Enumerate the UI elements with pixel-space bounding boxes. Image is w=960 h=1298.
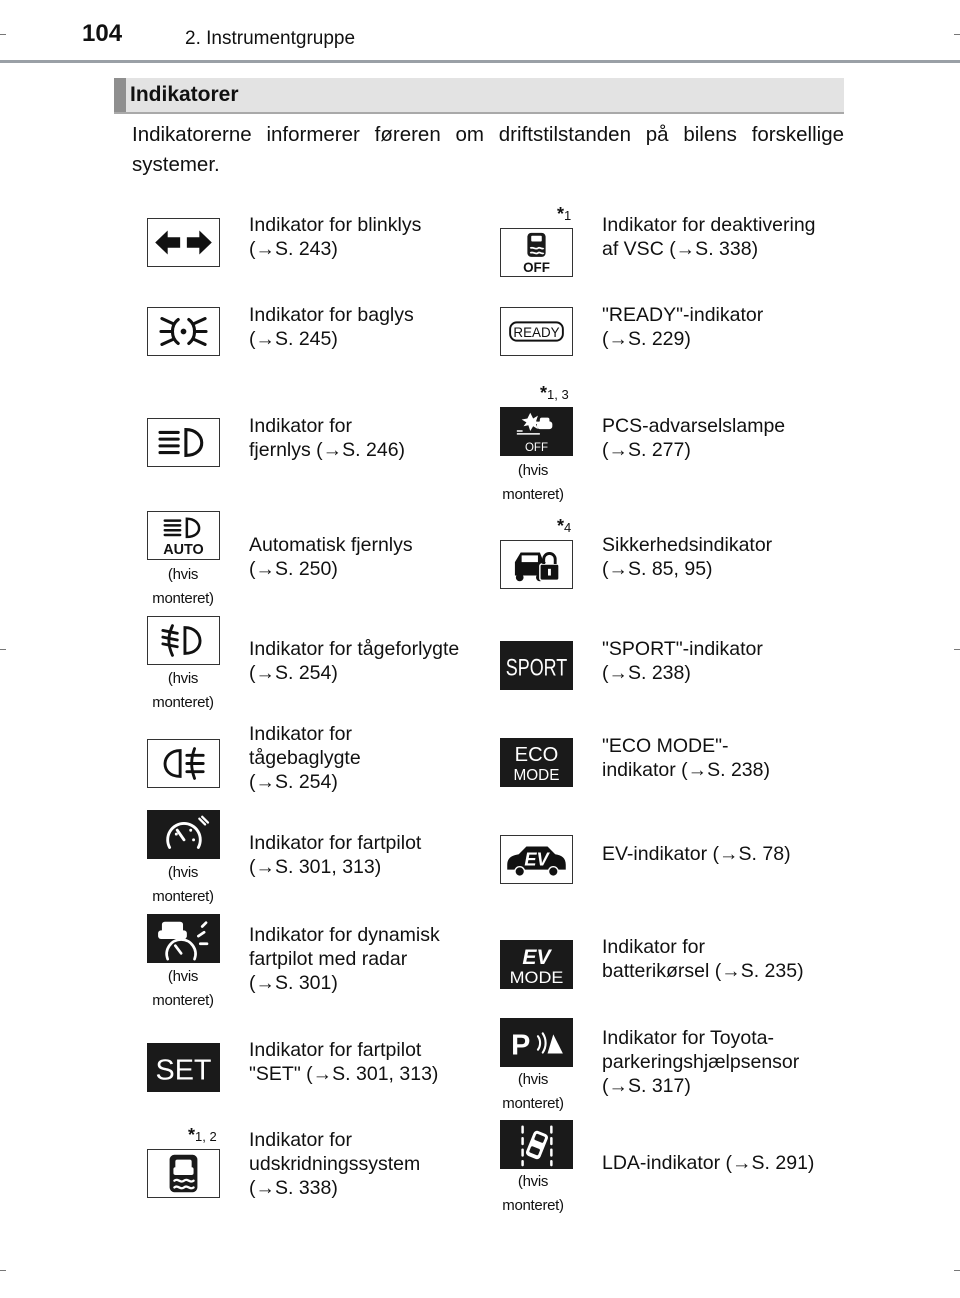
indicator-description: Indikator for fartpilot "SET" (→S. 301, 313) — [249, 1039, 439, 1085]
cruise-control-icon — [147, 810, 220, 859]
sport-mode-icon — [500, 641, 573, 690]
icon-label: SPORT — [505, 654, 568, 682]
mounted-note: (hvis monteret) — [502, 462, 564, 503]
indicator-description: Indikator for Toyota- parkeringshjælpsensor (→S. 317) — [602, 1027, 800, 1097]
mounted-note: (hvis monteret) — [502, 1071, 564, 1112]
pcs-warning-icon — [500, 407, 573, 456]
ready-indicator-icon — [500, 307, 573, 356]
icon-label: SET — [155, 1054, 212, 1087]
crop-mark — [0, 649, 6, 650]
indicator-description: Indikator for blinklys (→S. 243) — [249, 214, 422, 260]
page-number: 104 — [82, 20, 123, 47]
header-rule — [0, 60, 960, 63]
footnote-marker: *1, 2 — [188, 1125, 217, 1145]
indicator-description: Sikkerhedsindikator (→S. 85, 95) — [602, 534, 773, 580]
icon-label: ECO — [514, 744, 559, 767]
indicator-description: Indikator for deaktivering af VSC (→S. 338) — [602, 214, 816, 260]
security-indicator-icon — [500, 540, 573, 589]
indicator-description: Automatisk fjernlys (→S. 250) — [249, 534, 413, 580]
icon-label: OFF — [523, 260, 550, 276]
lda-indicator-icon — [500, 1120, 573, 1169]
vsc-off-icon — [500, 228, 573, 277]
mounted-note: (hvis monteret) — [152, 670, 214, 711]
indicator-description: Indikator for tågebaglygte (→S. 254) — [249, 723, 361, 793]
tail-light-icon — [147, 307, 220, 356]
icon-label: EV — [524, 849, 549, 870]
section-heading — [114, 78, 844, 114]
indicator-description: Indikator for batterikørsel (→S. 235) — [602, 936, 804, 982]
icon-label: EV — [522, 946, 551, 970]
footnote-marker: *1 — [557, 204, 572, 224]
indicator-description: "SPORT"-indikator (→S. 238) — [602, 638, 763, 684]
indicator-description: Indikator for fartpilot (→S. 301, 313) — [249, 832, 422, 878]
mounted-note: (hvis monteret) — [152, 566, 214, 607]
footnote-marker: *1, 3 — [540, 383, 569, 403]
intro-paragraph: Indikatorerne informerer føreren om driftstilstanden på bilens forskellige systemer. — [132, 123, 844, 176]
section-title: Indikatorer — [130, 83, 239, 106]
mounted-note: (hvis monteret) — [152, 968, 214, 1009]
crop-mark — [0, 34, 6, 35]
page-header — [0, 0, 960, 64]
mounted-note: (hvis monteret) — [152, 864, 214, 905]
ev-mode-icon — [500, 940, 573, 989]
parking-assist-icon — [500, 1018, 573, 1067]
eco-mode-icon — [500, 738, 573, 787]
mounted-note: (hvis monteret) — [502, 1173, 564, 1214]
indicator-description: LDA-indikator (→S. 291) — [602, 1152, 815, 1174]
front-fog-light-icon — [147, 616, 220, 665]
radar-cruise-control-icon — [147, 914, 220, 963]
indicator-description: Indikator for tågeforlygte (→S. 254) — [249, 638, 460, 684]
icon-label-2: MODE — [509, 969, 564, 988]
rear-fog-light-icon — [147, 739, 220, 788]
headlight-high-beam-icon — [147, 418, 220, 467]
cruise-set-icon — [147, 1043, 220, 1092]
section-heading-bar — [114, 78, 126, 112]
chapter-title: 2. Instrumentgruppe — [185, 28, 356, 49]
icon-label: P — [511, 1029, 531, 1062]
crop-mark — [954, 649, 960, 650]
icon-label: OFF — [525, 442, 548, 455]
auto-high-beam-icon — [147, 511, 220, 560]
crop-mark — [954, 1270, 960, 1271]
indicator-description: EV-indikator (→S. 78) — [602, 843, 791, 865]
indicator-description: Indikator for baglys (→S. 245) — [249, 304, 414, 350]
icon-label: AUTO — [163, 542, 204, 559]
indicator-description: PCS-advarselslampe (→S. 277) — [602, 415, 786, 461]
indicator-description: "ECO MODE"- indikator (→S. 238) — [602, 735, 770, 781]
crop-mark — [0, 1270, 6, 1271]
footnote-marker: *4 — [557, 516, 572, 536]
slip-indicator-icon — [147, 1149, 220, 1198]
icon-label: READY — [513, 324, 560, 340]
indicator-description: "READY"-indikator (→S. 229) — [602, 304, 764, 350]
ev-indicator-icon — [500, 835, 573, 884]
indicator-description: Indikator for udskridningssystem (→S. 338) — [249, 1129, 421, 1199]
turn-signal-icon — [147, 218, 220, 267]
indicator-description: Indikator for fjernlys (→S. 246) — [249, 415, 406, 461]
crop-mark — [954, 34, 960, 35]
icon-label-2: MODE — [513, 767, 560, 785]
indicator-description: Indikator for dynamisk fartpilot med radar (→S. 301) — [249, 924, 440, 994]
